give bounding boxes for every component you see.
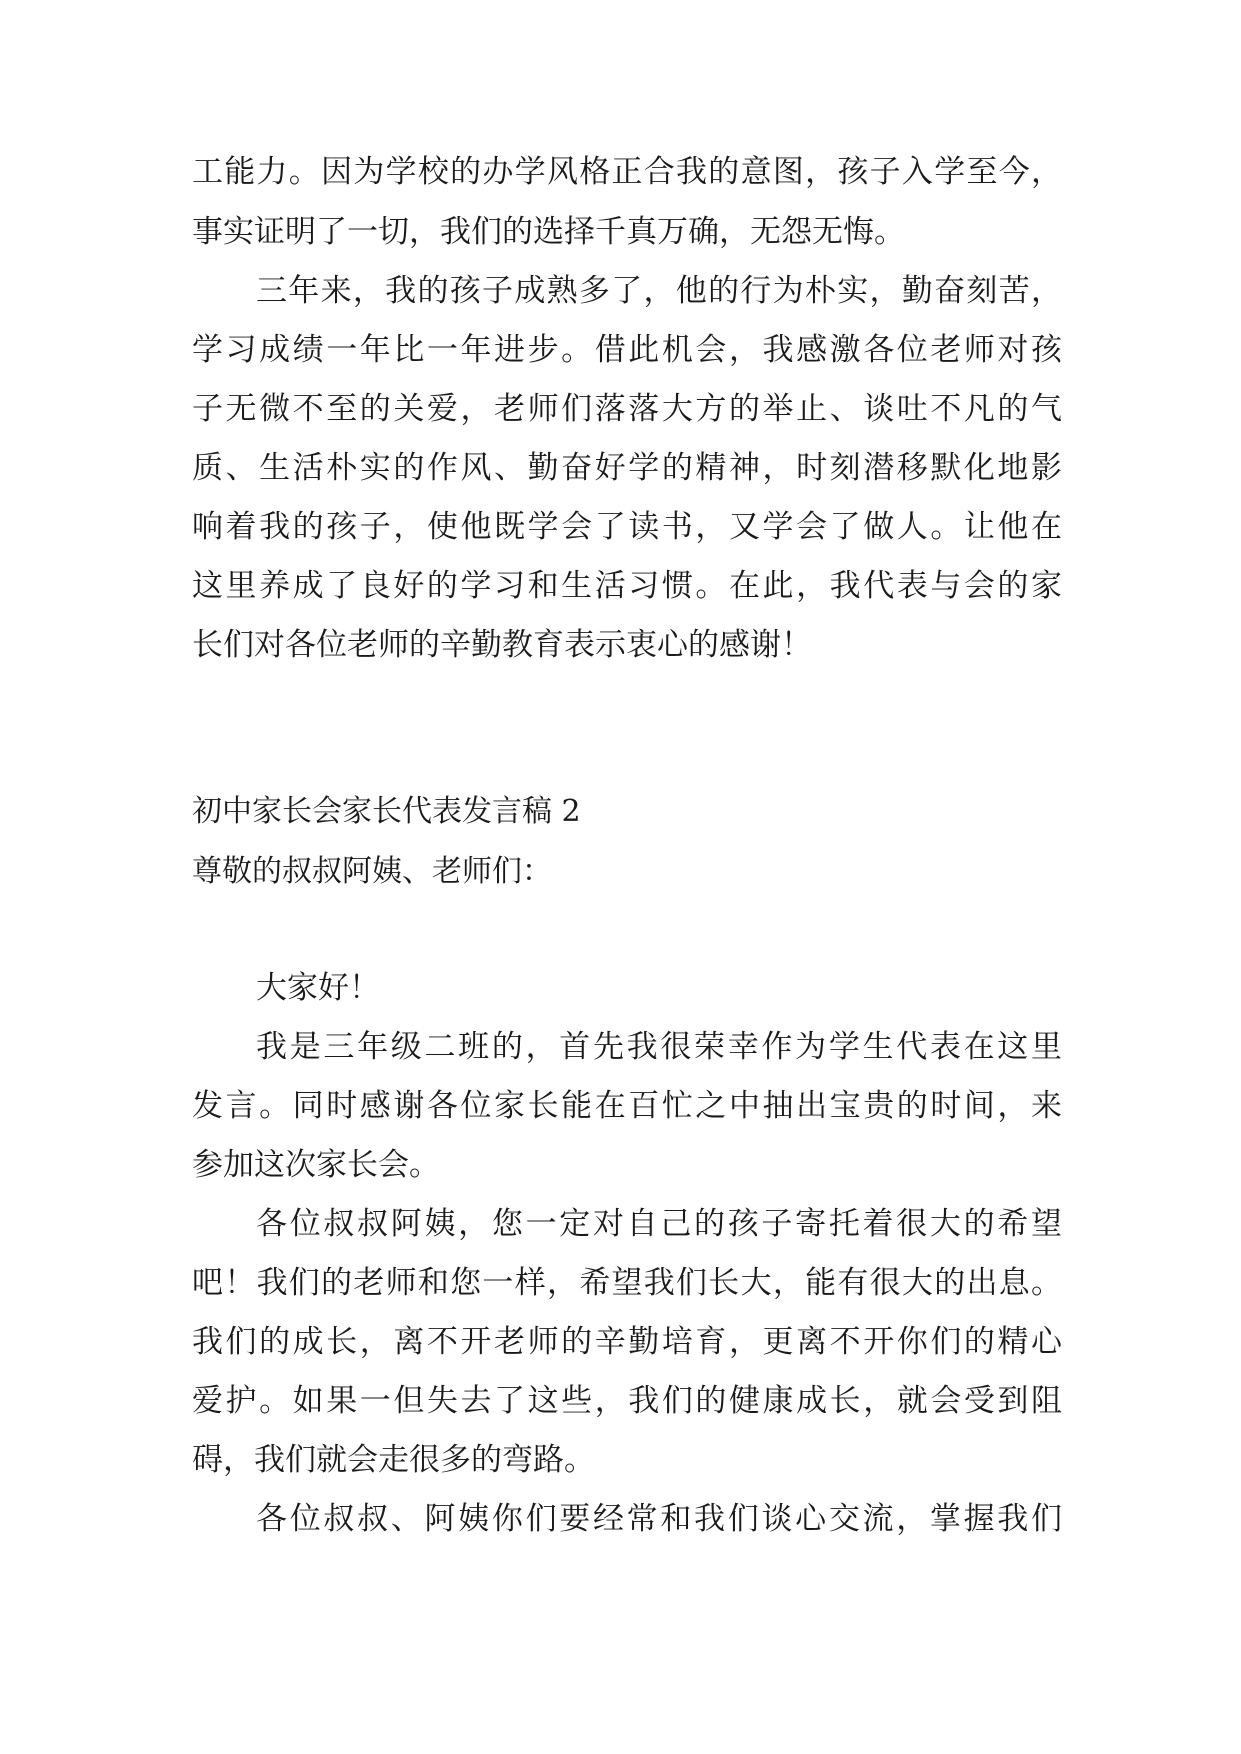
paragraph-line: 我们的成长，离不开老师的辛勤培育，更离不开你们的精心 <box>192 1324 1062 1360</box>
paragraph-line: 发言。同时感谢各位家长能在百忙之中抽出宝贵的时间，来 <box>192 1088 1062 1124</box>
paragraph-line: 事实证明了一切，我们的选择千真万确，无怨无悔。 <box>192 214 905 250</box>
paragraph-line: 我是三年级二班的，首先我很荣幸作为学生代表在这里 <box>256 1029 1062 1065</box>
salutation: 尊敬的叔叔阿姨、老师们： <box>192 854 552 889</box>
paragraph-line: 碍，我们就会走很多的弯路。 <box>192 1442 595 1478</box>
paragraph-line: 参加这次家长会。 <box>192 1147 440 1183</box>
paragraph-line: 学习成绩一年比一年进步。借此机会，我感激各位老师对孩 <box>192 332 1062 368</box>
paragraph-line: 工能力。因为学校的办学风格正合我的意图，孩子入学至今， <box>192 154 1062 190</box>
paragraph-line: 响着我的孩子，使他既学会了读书，又学会了做人。让他在 <box>192 509 1062 545</box>
paragraph-line: 各位叔叔阿姨，您一定对自己的孩子寄托着很大的希望 <box>256 1206 1062 1242</box>
paragraph-line: 长们对各位老师的辛勤教育表示衷心的感谢！ <box>192 627 812 663</box>
paragraph-line: 质、生活朴实的作风、勤奋好学的精神，时刻潜移默化地影 <box>192 450 1062 486</box>
paragraph-line: 爱护。如果一但失去了这些，我们的健康成长，就会受到阻 <box>192 1383 1062 1419</box>
paragraph-line: 吧！我们的老师和您一样，希望我们长大，能有很大的出息。 <box>192 1265 1062 1301</box>
paragraph-line: 大家好！ <box>256 970 380 1006</box>
paragraph-line: 这里养成了良好的学习和生活习惯。在此，我代表与会的家 <box>192 568 1062 604</box>
paragraph-line: 子无微不至的关爱，老师们落落大方的举止、谈吐不凡的气 <box>192 391 1062 427</box>
section-title: 初中家长会家长代表发言稿 2 <box>192 794 581 829</box>
paragraph-line: 各位叔叔、阿姨你们要经常和我们谈心交流，掌握我们 <box>256 1501 1062 1537</box>
paragraph-line: 三年来，我的孩子成熟多了，他的行为朴实，勤奋刻苦， <box>256 273 1062 309</box>
